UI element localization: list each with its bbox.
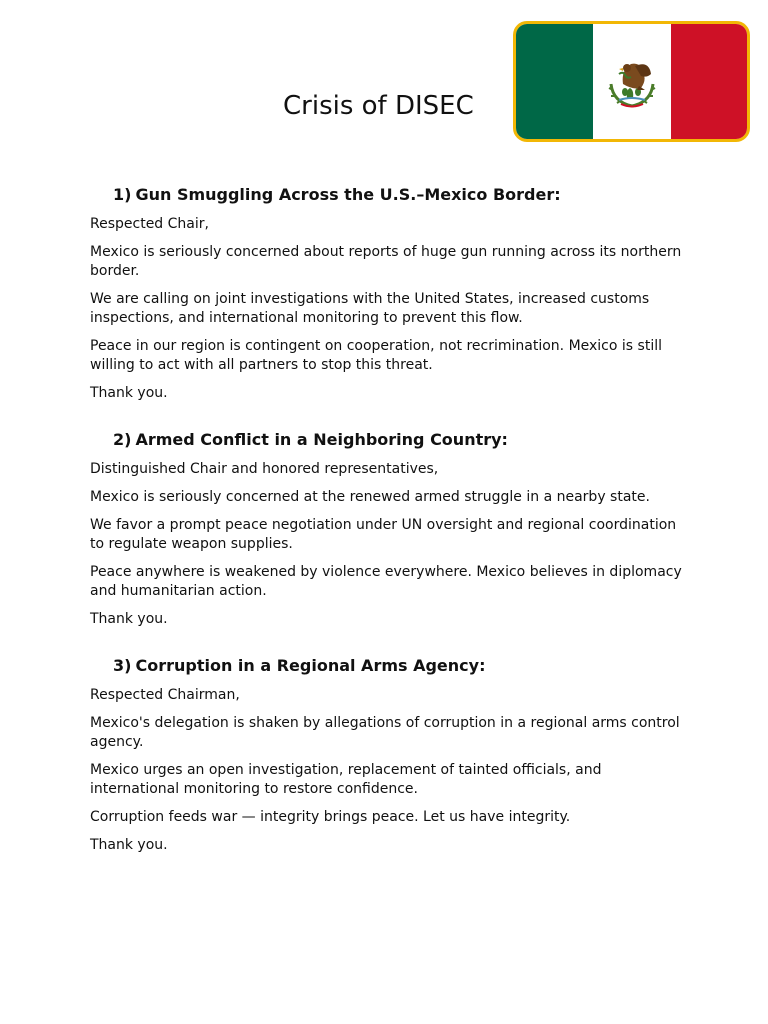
mexican-coat-of-arms-icon	[601, 54, 663, 110]
section-number: 3)	[113, 656, 132, 675]
flag-white-stripe	[593, 24, 671, 139]
paragraph: Mexico is seriously concerned at the renewed armed struggle in a nearby state.	[90, 489, 650, 505]
flag-red-stripe	[671, 24, 747, 139]
paragraph: Thank you.	[90, 385, 168, 401]
paragraph: Mexico urges an open investigation, replacement of tainted officials, and international monitoring to restore confidence.	[90, 762, 602, 797]
section-title: Gun Smuggling Across the U.S.–Mexico Border:	[135, 185, 561, 204]
paragraph: We favor a prompt peace negotiation under UN oversight and regional coordination to regulate weapon supplies.	[90, 517, 677, 552]
section-title: Armed Conflict in a Neighboring Country:	[135, 430, 508, 449]
paragraph: Respected Chairman,	[90, 687, 240, 703]
flag-green-stripe	[516, 24, 593, 139]
paragraph: Corruption feeds war — integrity brings peace. Let us have integrity.	[90, 809, 571, 825]
mexico-flag	[513, 21, 750, 142]
paragraph: Respected Chair,	[90, 216, 209, 232]
section-heading	[113, 183, 690, 207]
paragraph: Distinguished Chair and honored representatives,	[90, 461, 439, 477]
section-number: 2)	[113, 430, 132, 449]
section-heading	[113, 654, 690, 678]
paragraph: Mexico's delegation is shaken by allegations of corruption in a regional arms control agency.	[90, 715, 680, 750]
section-gun-smuggling	[90, 183, 690, 403]
section-title: Corruption in a Regional Arms Agency:	[135, 656, 486, 675]
section-number: 1)	[113, 185, 132, 204]
section-corruption	[90, 654, 690, 855]
paragraph: Mexico is seriously concerned about reports of huge gun running across its northern border.	[90, 244, 682, 279]
paragraph: Peace anywhere is weakened by violence everywhere. Mexico believes in diplomacy and humanitarian action.	[90, 564, 682, 599]
paragraph: Thank you.	[90, 611, 168, 627]
paragraph: Thank you.	[90, 837, 168, 853]
paragraph: Peace in our region is contingent on cooperation, not recrimination. Mexico is still willing to act with all partners to stop this threat.	[90, 338, 662, 373]
document-body	[90, 183, 690, 880]
document-title: Crisis of DISEC	[283, 91, 474, 121]
section-armed-conflict	[90, 428, 690, 629]
section-heading	[113, 428, 690, 452]
paragraph: We are calling on joint investigations with the United States, increased customs inspections, and international monitoring to prevent this flow.	[90, 291, 650, 326]
